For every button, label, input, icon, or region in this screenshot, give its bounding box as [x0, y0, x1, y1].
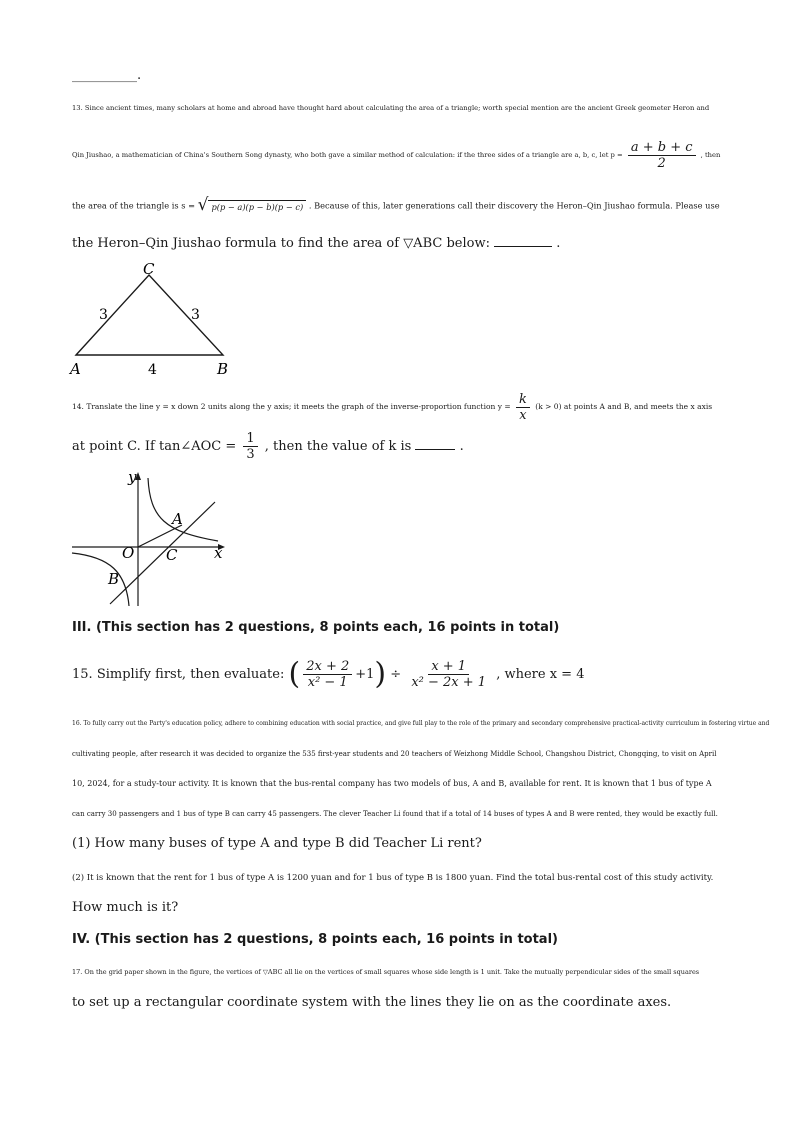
q16-line-2: cultivating people, after research it was decided to organize the 535 first-year students and 20 teachers of Weizhong Middle School, Changshou District, Chongqing, to visit on April — [72, 750, 717, 758]
q14-answer-blank[interactable] — [415, 435, 455, 450]
side-ac-label: 3 — [99, 307, 108, 323]
q13-triangle-figure — [66, 258, 246, 380]
q14-line-1 — [72, 390, 722, 424]
q13-text-3b: . Because of this, later generations call their discovery the Heron–Qin Jiushao formula. Please use — [308, 200, 720, 211]
q15-fraction-1: $\frac{2x + 2}{\text{x² − 1}}$ — [303, 659, 352, 690]
vertex-c-label: C — [143, 260, 155, 278]
point-a-label: A — [172, 510, 183, 528]
q13-text-1: Since ancient times, many scholars at home and abroad have thought hard about calculating the area of a triangle; worth special mention are the ancient Greek geometer Heron and — [84, 104, 710, 112]
segment-oa — [138, 525, 182, 547]
q13-line-2 — [72, 138, 722, 172]
q16-number: 16. — [72, 720, 82, 727]
q17-line-2: to set up a rectangular coordinate system with the lines they lie on as the coordinate axes. — [72, 995, 672, 1010]
q14-graph-figure — [70, 468, 230, 608]
q14-text-1a: Translate the line y = x down 2 units along the y axis; it meets the graph of the inverse-proportion function y = — [86, 402, 511, 411]
q16-sub-1: (1) How many buses of type A and type B did Teacher Li rent? — [72, 836, 482, 851]
q12-answer-blank: __________. — [72, 68, 142, 83]
q13-number: 13. — [72, 104, 83, 112]
side-bc-label: 3 — [191, 307, 200, 323]
q15-line: 15. Simplify first, then evaluate: ( $\frac{2x + 2}{\text{x² − 1}}$ +1) ÷ $\frac{x + 1}{\text{x² − 2x + 1}}$ , where x = 4 — [72, 656, 585, 692]
q13-text-4a: the Heron–Qin Jiushao formula to find the area of ▽ABC below: — [72, 236, 490, 251]
q16-line-4: can carry 30 passengers and 1 bus of type B can carry 45 passengers. The clever Teacher Li found that if a total of 14 buses of types A and B were rented, they would be exactly full. — [72, 810, 718, 818]
q15-fraction-2: $\frac{x + 1}{\text{x² − 2x + 1}}$ — [411, 659, 487, 690]
q14-line-2: at point C. If tan∠AOC = $\frac{1}{3}$ , then the value of k is . — [72, 431, 464, 462]
q15-text-a: Simplify first, then evaluate: — [96, 667, 285, 682]
point-c-label: C — [166, 546, 178, 564]
y-axis-label: y — [128, 468, 137, 486]
q14-tan-fraction: $\frac{1}{3}$ — [243, 431, 257, 462]
vertex-b-label: B — [217, 360, 229, 378]
q16-sub-2-line-1: (2) It is known that the rent for 1 bus of type A is 1200 yuan and for 1 bus of type B is 1800 yuan. Find the total bus-rental cost of this study activity. — [72, 873, 714, 883]
hyperbola-branch-q3 — [72, 553, 129, 606]
q13-line-1 — [72, 98, 722, 118]
q13-line-3 — [72, 195, 722, 217]
origin-label: O — [122, 544, 135, 562]
q16-sub-2-line-2: How much is it? — [72, 900, 179, 915]
side-ab-label: 4 — [148, 362, 157, 378]
q13-text-3a: the area of the triangle is s = — [72, 200, 196, 211]
q13-text-2a: Qin Jiushao, a mathematician of China's Southern Song dynasty, who both gave a similar method of calculation: if the three sides of a triangle are a, b, c, let p = — [72, 151, 623, 159]
q13-sqrt-formula: √ p(p − a)(p − b)(p − c) — [198, 195, 307, 217]
q17-line-1: 17. On the grid paper shown in the figure, the vertices of ▽ABC all lie on the vertices of small squares whose side length is 1 unit. Take the mutually perpendicular sides of the small squares — [72, 968, 700, 976]
q16-line-3: 10, 2024, for a study-tour activity. It is known that the bus-rental company has two models of bus, A and B, available for rent. It is known that 1 bus of type A — [72, 779, 712, 788]
q17-number: 17. — [72, 968, 83, 976]
point-b-label: B — [108, 570, 120, 588]
q14-text-2b: , then the value of k is — [264, 439, 412, 454]
q13-text-2b: , then — [700, 151, 721, 159]
q15-text-b: , where x = 4 — [496, 667, 585, 682]
q13-answer-blank[interactable] — [494, 232, 552, 247]
section-4-heading: IV. (This section has 2 questions, 8 points each, 16 points in total) — [72, 932, 558, 947]
q15-number: 15. — [72, 667, 93, 682]
q14-text-2a: at point C. If tan∠AOC = — [72, 439, 237, 454]
q14-text-1b: (k > 0) at points A and B, and meets the x axis — [535, 402, 713, 411]
q14-k-fraction: $\frac{k}{x}$ — [516, 392, 530, 423]
x-axis-label: x — [214, 544, 223, 562]
vertex-a-label: A — [70, 360, 81, 378]
q16-line-1: 16. To fully carry out the Party's education policy, adhere to combining education with social practice, and give full play to the role of the primary and secondary comprehensive practical-activity curriculum in fostering virtue and — [72, 720, 770, 727]
q14-number: 14. — [72, 402, 84, 411]
section-3-heading: III. (This section has 2 questions, 8 points each, 16 points in total) — [72, 620, 560, 635]
q13-line-4: the Heron–Qin Jiushao formula to find the area of ▽ABC below: . — [72, 232, 722, 254]
q13-p-fraction: $\frac{a + b + c}{2}$ — [628, 140, 696, 171]
